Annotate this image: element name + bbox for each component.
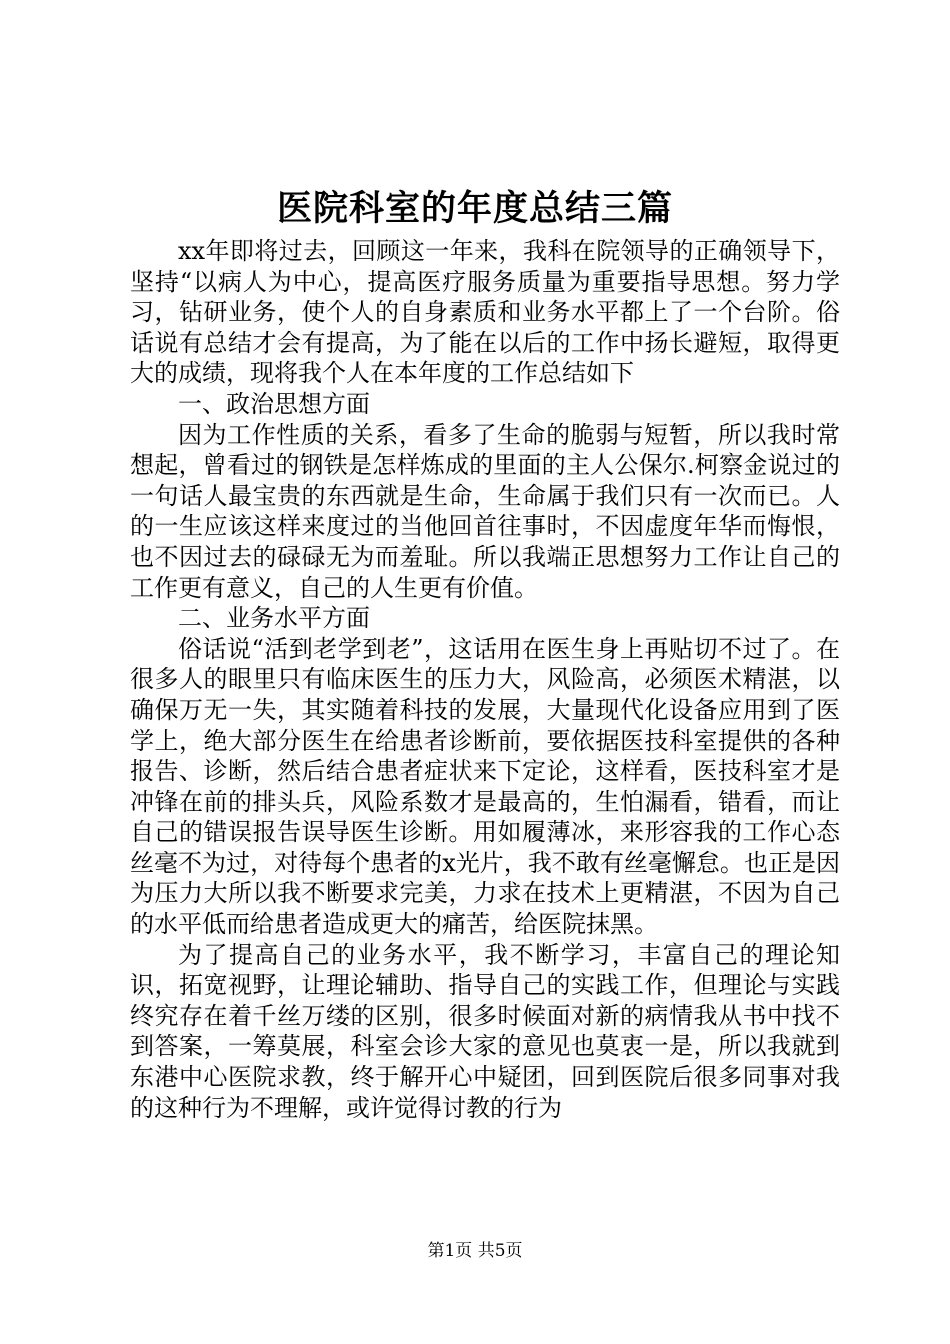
intro-paragraph: xx年即将过去，回顾这一年来，我科在院领导的正确领导下，坚持“以病人为中心，提高医疗服务质量为重要指导思想。努力学习，钻研业务，使个人的自身素质和业务水平都上了一个台阶。俗话说有总结才会有提高，为了能在以后的工作中扬长避短，取得更大的成绩，现将我个人在本年度的工作总结如下 xyxy=(130,237,840,388)
study-paragraph: 为了提高自己的业务水平，我不断学习，丰富自己的理论知识，拓宽视野，让理论辅助、指导自己的实践工作，但理论与实践终究存在着千丝万缕的区别，很多时候面对新的病情我从书中找不到答案，一筹莫展，科室会诊大家的意见也莫衷一是，所以我就到东港中心医院求教，终于解开心中疑团，回到医院后很多同事对我的这种行为不理解，或许觉得讨教的行为 xyxy=(130,940,840,1122)
business-paragraph: 俗话说“活到老学到老”，这话用在医生身上再贴切不过了。在很多人的眼里只有临床医生的压力大，风险高，必须医术精湛，以确保万无一失，其实随着科技的发展，大量现代化设备应用到了医学上，绝大部分医生在给患者诊断前，要依据医技科室提供的各种报告、诊断，然后结合患者症状来下定论，这样看，医技科室才是冲锋在前的排头兵，风险系数才是最高的，生怕漏看，错看，而让自己的错误报告误导医生诊断。用如履薄冰，来形容我的工作心态丝毫不为过，对待每个患者的x光片，我不敢有丝毫懈怠。也正是因为压力大所以我不断要求完美，力求在技术上更精湛，不因为自己的水平低而给患者造成更大的痛苦，给医院抹黑。 xyxy=(130,634,840,939)
document-body xyxy=(130,236,840,1123)
section-heading-business: 二、业务水平方面 xyxy=(178,604,370,633)
section-heading-politics: 一、政治思想方面 xyxy=(178,389,370,418)
politics-paragraph: 因为工作性质的关系，看多了生命的脆弱与短暂，所以我时常想起，曾看过的钢铁是怎样炼成的里面的主人公保尔.柯察金说过的一句话人最宝贵的东西就是生命，生命属于我们只有一次而已。人的一生应该这样来度过的当他回首往事时，不因虚度年华而悔恨，也不因过去的碌碌无为而羞耻。所以我端正思想努力工作让自己的工作更有意义，自己的人生更有价值。 xyxy=(130,420,840,602)
document-title: 医院科室的年度总结三篇 xyxy=(276,188,673,229)
page-footer: 第1页 共5页 xyxy=(427,1241,523,1261)
